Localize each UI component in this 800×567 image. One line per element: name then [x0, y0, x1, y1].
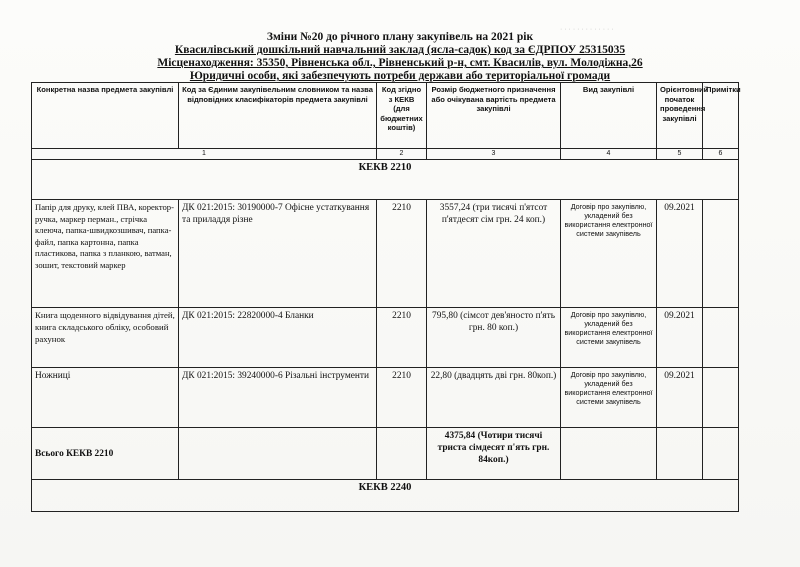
col-number: 5: [657, 149, 703, 160]
item-note: [703, 368, 739, 428]
faint-bleedthrough-text: · · · · · · · · · · · · ·: [560, 26, 614, 33]
item-start: 09.2021: [657, 368, 703, 428]
total-value: 4375,84 (Чотири тисячі триста сімдесят п'ять грн. 84коп.): [427, 428, 561, 480]
col-number: 2: [377, 149, 427, 160]
item-kekv: 2210: [377, 308, 427, 368]
table-row: [32, 308, 739, 368]
section-kekv-2240: КЕКВ 2240: [32, 480, 739, 512]
item-note: [703, 200, 739, 308]
header-subject: Конкретна назва предмета закупівлі: [32, 83, 179, 149]
header-kekv: Код згідно з КЕКВ (для бюджетних коштів): [377, 83, 427, 149]
item-cost: 3557,24 (три тисячі п'ятсот п'ятдесят сім грн. 24 коп.): [427, 200, 561, 308]
item-name: Книга щоденного відвідування дітей, книга складського обліку, особовий рахунок: [32, 308, 179, 368]
item-cost: 795,80 (сімсот дев'яносто п'ять грн. 80 коп.): [427, 308, 561, 368]
section-row: [32, 160, 739, 200]
header-notes: Примітки: [703, 83, 739, 149]
item-kekv: 2210: [377, 200, 427, 308]
procurement-table: [31, 82, 739, 512]
item-cost: 22,80 (двадцять дві грн. 80коп.): [427, 368, 561, 428]
col-number: 4: [561, 149, 657, 160]
header-code: Код за Єдиним закупівельним словником та назва відповідних класифікаторів предмета закупівлі: [179, 83, 377, 149]
col-number: 6: [703, 149, 739, 160]
item-name: Папір для друку, клей ПВА, коректор-ручка, маркер перман., стрічка клеюча, папка-швидкозшивач, папка-файл, папка картонна, папка пластикова, папка з планкою, ватман, зошит, текстовий маркер: [32, 200, 179, 308]
col-number: 3: [427, 149, 561, 160]
item-kekv: 2210: [377, 368, 427, 428]
total-empty: [561, 428, 657, 480]
table-row: [32, 200, 739, 308]
item-note: [703, 308, 739, 368]
institution-line: Квасилівський дошкільний навчальний заклад (ясла-садок) код за ЄДРПОУ 25315035: [174, 44, 626, 56]
total-empty: [657, 428, 703, 480]
item-code: ДК 021:2015: 30190000-7 Офісне устаткування та приладдя різне: [179, 200, 377, 308]
header-cost: Розмір бюджетного призначення або очікувана вартість предмета закупівлі: [427, 83, 561, 149]
item-code: ДК 021:2015: 22820000-4 Бланки: [179, 308, 377, 368]
total-row: [32, 428, 739, 480]
col-number: 1: [32, 149, 377, 160]
item-start: 09.2021: [657, 200, 703, 308]
item-name: Ножниці: [32, 368, 179, 428]
total-empty: [703, 428, 739, 480]
total-label: Всього КЕКВ 2210: [32, 428, 179, 480]
item-procurement-type: Договір про закупівлю, укладений без використання електронної системи закупівель: [561, 308, 657, 368]
item-code: ДК 021:2015: 39240000-6 Різальні інструменти: [179, 368, 377, 428]
header-type: Вид закупівлі: [561, 83, 657, 149]
total-empty: [179, 428, 377, 480]
table-row: [32, 368, 739, 428]
table-header-row: [32, 83, 739, 149]
column-number-row: [32, 149, 739, 160]
total-empty: [377, 428, 427, 480]
header-start: Орієнтовний початок проведення закупівлі: [657, 83, 703, 149]
plan-title: Зміни №20 до річного плану закупівель на 2021 рік: [266, 31, 534, 43]
entity-type-line: Юридичні особи, які забезпечують потреби держави або територіальної громади: [189, 70, 611, 82]
section-row: [32, 480, 739, 512]
location-line: Місценаходження: 35350, Рівненська обл., Рівненський р-н, смт. Квасилів, вул. Молодіжна,26: [157, 57, 643, 69]
item-start: 09.2021: [657, 308, 703, 368]
item-procurement-type: Договір про закупівлю, укладений без використання електронної системи закупівель: [561, 368, 657, 428]
item-procurement-type: Договір про закупівлю, укладений без використання електронної системи закупівель: [561, 200, 657, 308]
section-kekv-2210: КЕКВ 2210: [32, 160, 739, 200]
